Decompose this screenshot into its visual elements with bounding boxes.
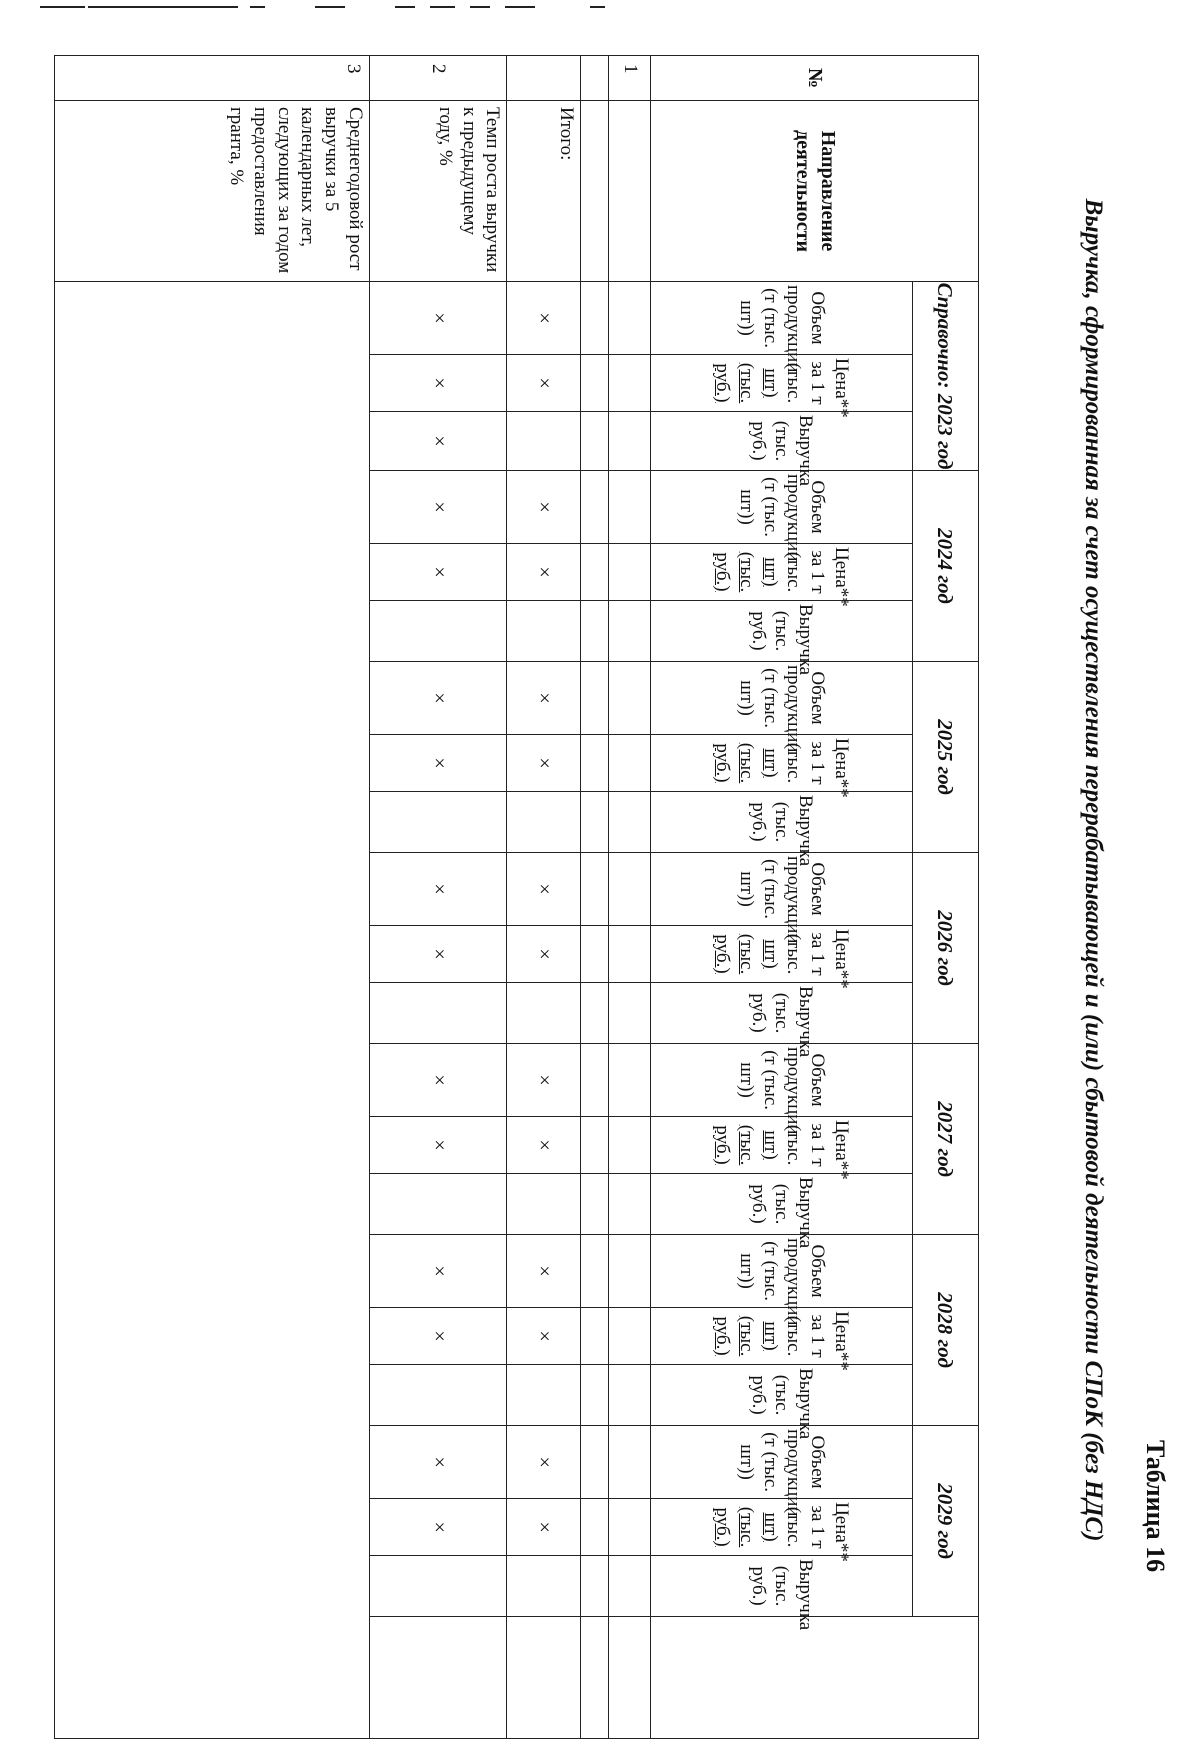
year-header-2024: 2024 год — [912, 471, 978, 662]
price-text-underlined: шт) (тыс. руб.) — [712, 1124, 781, 1166]
cross-mark: × — [369, 662, 507, 735]
cross-mark: × — [369, 1117, 507, 1174]
cross-mark: × — [369, 1044, 507, 1117]
price-text-underlined: шт) (тыс. руб.) — [712, 1506, 781, 1548]
subheader-price — [651, 355, 912, 418]
subheader-revenue: Выручка (тыс. руб.) — [651, 983, 912, 1044]
year-header-2028: 2028 год — [912, 1235, 978, 1426]
price-text-underlined: шт) (тыс. руб.) — [712, 1315, 781, 1357]
price-text-underlined: шт) (тыс. руб.) — [712, 742, 781, 784]
cross-mark: × — [369, 1499, 507, 1556]
row-1 — [609, 56, 651, 1739]
cross-mark: × — [507, 735, 581, 792]
subheader-revenue: Выручка (тыс. руб.) — [651, 601, 912, 662]
total-revenue-2026 — [507, 983, 581, 1044]
table-label: Таблица 16 — [1141, 1440, 1170, 1573]
subheader-revenue: Выручка (тыс. руб.) — [651, 1556, 912, 1617]
cross-mark: × — [507, 1308, 581, 1365]
price-text: Цена** за 1 т (тыс. — [783, 547, 852, 607]
cross-mark: × — [369, 1426, 507, 1499]
cross-mark: × — [369, 282, 507, 355]
price-text: Цена** за 1 т (тыс. — [783, 1311, 852, 1371]
cross-mark: × — [507, 926, 581, 983]
growth-2024 — [369, 601, 507, 662]
price-text-underlined: шт) (тыс. руб.) — [712, 933, 781, 975]
year-header-2029: 2029 год — [912, 1426, 978, 1617]
row-1-blank — [609, 1617, 651, 1739]
row-2 — [369, 56, 507, 1739]
subheader-volume: Объем продукции (т (тыс. шт)) — [651, 1044, 912, 1117]
cross-mark: × — [507, 1426, 581, 1499]
cross-mark: × — [369, 1235, 507, 1308]
total-revenue-2028 — [507, 1365, 581, 1426]
growth-2028 — [369, 1365, 507, 1426]
price-text: Цена** за 1 т (тыс. — [783, 1502, 852, 1562]
price-text-underlined: шт) (тыс. руб.) — [712, 551, 781, 593]
subheader-price — [651, 735, 912, 798]
table-title: Выручка, сформированная за счет осуществления перерабатывающей и (или) сбытовой деятельности СПоК (без НДС) — [1080, 198, 1107, 1542]
cross-mark: × — [507, 662, 581, 735]
cross-mark: × — [507, 355, 581, 412]
total-revenue-2023 — [507, 412, 581, 471]
cross-mark: × — [369, 1308, 507, 1365]
price-text: Цена** за 1 т (тыс. — [783, 1120, 852, 1180]
row-total-number — [507, 56, 581, 101]
cross-mark: × — [369, 926, 507, 983]
subheader-revenue: Выручка (тыс. руб.) — [651, 1365, 912, 1426]
cross-mark: × — [369, 853, 507, 926]
cross-mark: × — [507, 471, 581, 544]
cross-mark: × — [507, 1117, 581, 1174]
header-row-years — [912, 56, 978, 1739]
price-text: Цена** за 1 т (тыс. — [783, 929, 852, 989]
price-text-underlined: шт) (тыс. руб.) — [712, 362, 781, 404]
subheader-revenue: Выручка (тыс. руб.) — [651, 412, 912, 471]
subheader-volume: Объем продукции (т (тыс. шт)) — [651, 1235, 912, 1308]
header-row-sub — [651, 56, 912, 1739]
year-header-2023: Справочно: 2023 год — [912, 282, 978, 471]
row-total — [507, 56, 581, 1739]
cross-mark: × — [507, 853, 581, 926]
cross-mark: × — [369, 412, 507, 471]
subheader-price — [651, 1308, 912, 1371]
cross-mark: × — [507, 1499, 581, 1556]
row-3-label: Среднегодовой рост выручки за 5 календарных лет, следующих за годом предоставления гранта, % — [55, 101, 370, 282]
row-3-number: 3 — [55, 56, 370, 101]
growth-2025 — [369, 792, 507, 853]
subheader-volume: Объем продукции (т (тыс. шт)) — [651, 662, 912, 735]
total-revenue-2024 — [507, 601, 581, 662]
revenue-table — [54, 55, 979, 1739]
row-2-number: 2 — [369, 56, 507, 101]
subheader-price — [651, 1117, 912, 1180]
col-header-num: № — [651, 56, 979, 101]
cross-mark: × — [369, 471, 507, 544]
subheader-volume: Объем продукции (т (тыс. шт)) — [651, 282, 912, 355]
cross-mark: × — [507, 282, 581, 355]
growth-2029 — [369, 1556, 507, 1617]
row-2-label: Темп роста выручки к предыдущему году, % — [369, 101, 507, 282]
total-revenue-2027 — [507, 1174, 581, 1235]
subheader-volume: Объем продукции (т (тыс. шт)) — [651, 853, 912, 926]
cross-mark: × — [507, 1235, 581, 1308]
year-header-2025: 2025 год — [912, 662, 978, 853]
total-revenue-2029 — [507, 1556, 581, 1617]
total-revenue-2025 — [507, 792, 581, 853]
subheader-volume: Объем продукции (т (тыс. шт)) — [651, 471, 912, 544]
subheader-price — [651, 1499, 912, 1562]
row-1-activity — [609, 101, 651, 282]
year-header-2026: 2026 год — [912, 853, 978, 1044]
cross-mark: × — [507, 544, 581, 601]
row-total-label: Итого: — [507, 101, 581, 282]
price-text: Цена** за 1 т (тыс. — [783, 738, 852, 798]
growth-2026 — [369, 983, 507, 1044]
cross-mark: × — [369, 735, 507, 792]
subheader-revenue: Выручка (тыс. руб.) — [651, 1174, 912, 1235]
year-header-2027: 2027 год — [912, 1044, 978, 1235]
avg-growth-value — [55, 282, 370, 1739]
cross-mark: × — [369, 544, 507, 601]
price-text: Цена** за 1 т (тыс. — [783, 358, 852, 418]
col-header-activity: Направление деятельности — [651, 101, 979, 282]
subheader-revenue: Выручка (тыс. руб.) — [651, 792, 912, 853]
subheader-price — [651, 544, 912, 607]
row-1-number: 1 — [609, 56, 651, 101]
growth-2027 — [369, 1174, 507, 1235]
cross-mark: × — [507, 1044, 581, 1117]
blank-header-cell — [651, 1617, 979, 1739]
subheader-price — [651, 926, 912, 989]
row-1b — [581, 56, 609, 1739]
subheader-volume: Объем продукции (т (тыс. шт)) — [651, 1426, 912, 1499]
cross-mark: × — [369, 355, 507, 412]
row-3 — [55, 56, 370, 1739]
